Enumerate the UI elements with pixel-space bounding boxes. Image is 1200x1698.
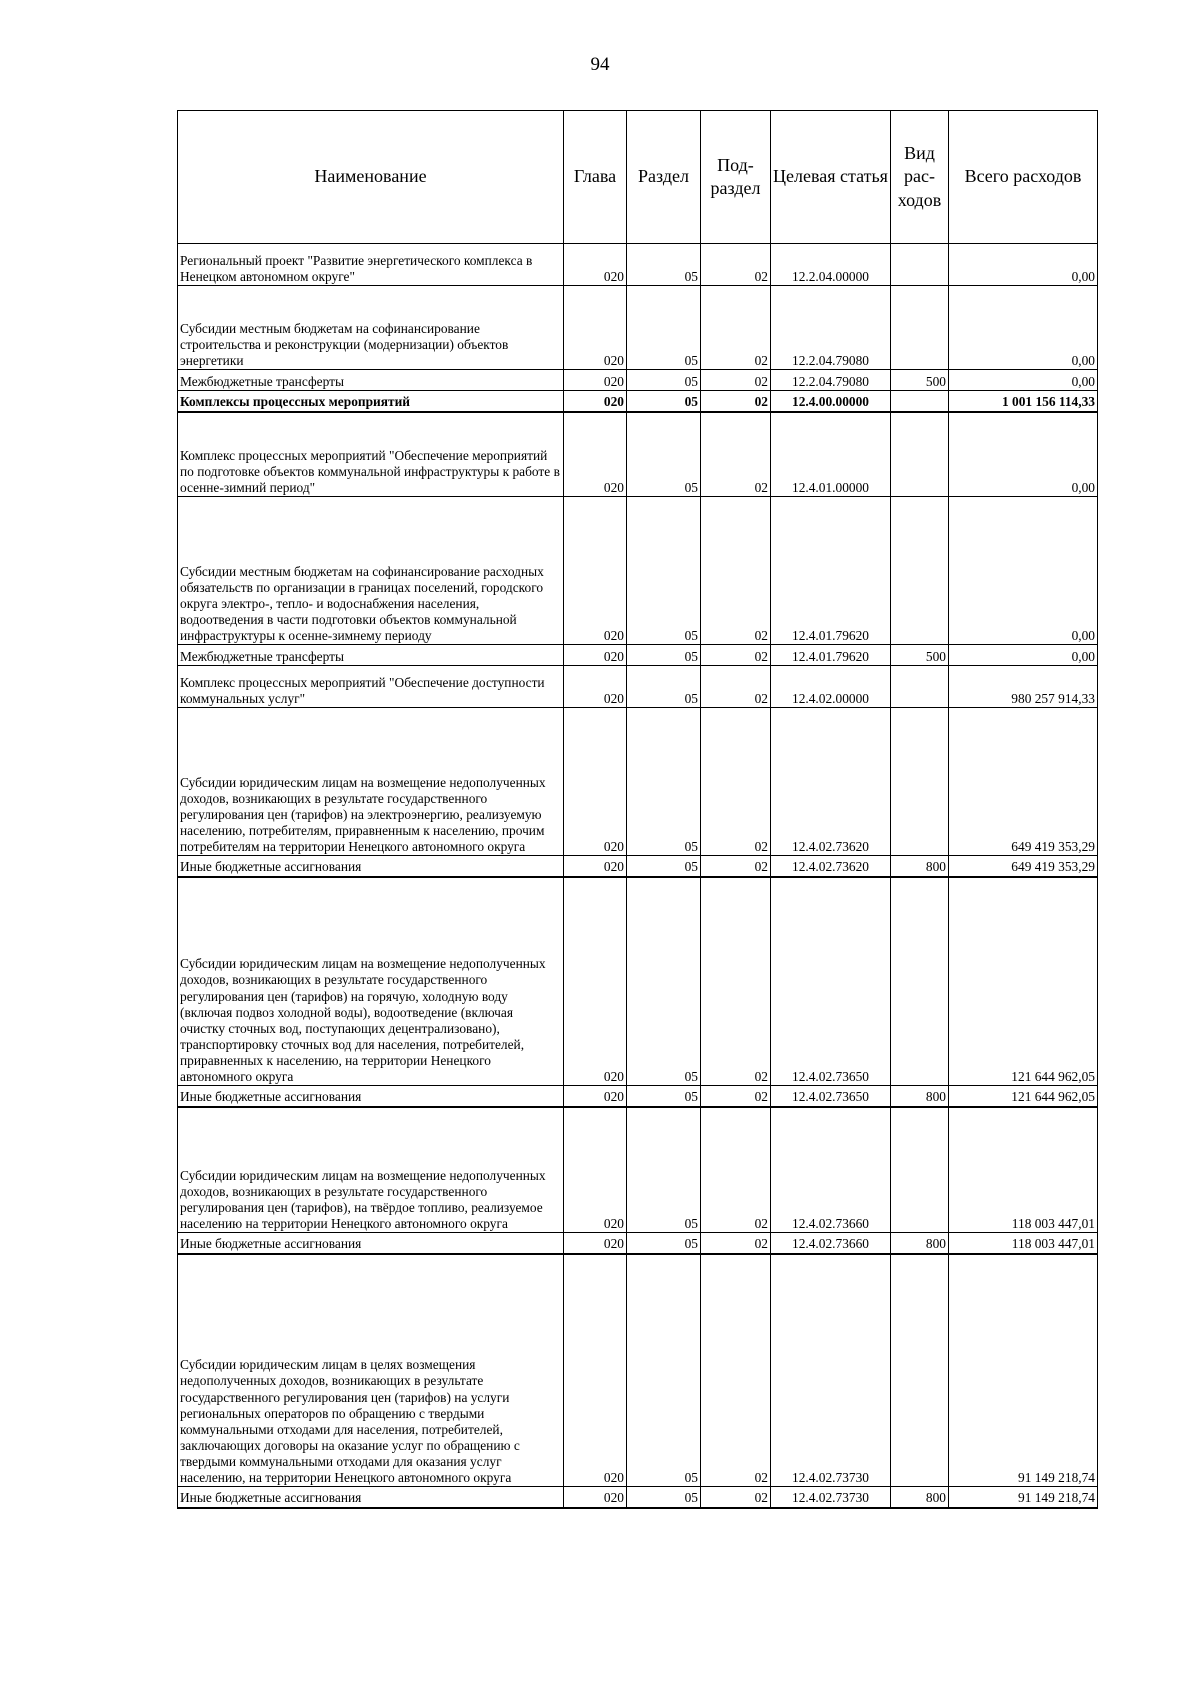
row-type	[891, 666, 949, 708]
row-total: 0,00	[949, 286, 1098, 370]
table-header	[178, 111, 1098, 244]
row-chapter: 020	[564, 1107, 627, 1233]
table-row	[178, 1233, 1098, 1254]
row-target: 12.4.02.73650	[771, 1086, 891, 1107]
row-section: 05	[627, 370, 701, 391]
header-subsection: Под-раздел	[701, 111, 771, 244]
row-subsection: 02	[701, 497, 771, 645]
row-target: 12.4.02.73730	[771, 1254, 891, 1487]
row-chapter: 020	[564, 391, 627, 412]
row-section: 05	[627, 1254, 701, 1487]
row-section: 05	[627, 244, 701, 286]
row-target: 12.4.01.00000	[771, 412, 891, 497]
row-target: 12.4.02.73660	[771, 1233, 891, 1254]
header-chapter: Глава	[564, 111, 627, 244]
row-chapter: 020	[564, 286, 627, 370]
row-type: 800	[891, 856, 949, 877]
row-section: 05	[627, 1233, 701, 1254]
row-type	[891, 391, 949, 412]
row-subsection: 02	[701, 1107, 771, 1233]
row-chapter: 020	[564, 877, 627, 1086]
row-type	[891, 286, 949, 370]
page-number: 94	[590, 54, 610, 75]
row-name: Субсидии юридическим лицам на возмещение недополученных доходов, возникающих в результате государственного регулирования цен (тарифов), на твёрдое топливо, реализуемое населению на территории Ненецкого автономного округа	[178, 1107, 564, 1233]
row-type	[891, 877, 949, 1086]
table-row	[178, 370, 1098, 391]
table-row	[178, 391, 1098, 412]
row-section: 05	[627, 666, 701, 708]
row-subsection: 02	[701, 666, 771, 708]
row-section: 05	[627, 708, 701, 856]
row-chapter: 020	[564, 856, 627, 877]
row-target: 12.4.02.73660	[771, 1107, 891, 1233]
row-target: 12.2.04.79080	[771, 370, 891, 391]
row-section: 05	[627, 1107, 701, 1233]
row-target: 12.4.02.73730	[771, 1487, 891, 1508]
row-subsection: 02	[701, 1086, 771, 1107]
row-target: 12.4.02.73620	[771, 708, 891, 856]
row-type	[891, 412, 949, 497]
row-name: Иные бюджетные ассигнования	[178, 1233, 564, 1254]
row-total: 0,00	[949, 497, 1098, 645]
row-total: 980 257 914,33	[949, 666, 1098, 708]
row-name: Комплекс процессных мероприятий "Обеспечение мероприятий по подготовке объектов коммунальной инфраструктуры к работе в осенне-зимний период"	[178, 412, 564, 497]
row-subsection: 02	[701, 856, 771, 877]
row-target: 12.4.02.73650	[771, 877, 891, 1086]
row-total: 0,00	[949, 412, 1098, 497]
row-total: 118 003 447,01	[949, 1233, 1098, 1254]
row-type: 500	[891, 645, 949, 666]
row-chapter: 020	[564, 1086, 627, 1107]
row-type	[891, 244, 949, 286]
row-chapter: 020	[564, 497, 627, 645]
row-chapter: 020	[564, 708, 627, 856]
row-name: Комплексы процессных мероприятий	[178, 391, 564, 412]
row-chapter: 020	[564, 1254, 627, 1487]
row-section: 05	[627, 391, 701, 412]
row-section: 05	[627, 1086, 701, 1107]
row-type: 800	[891, 1233, 949, 1254]
row-name: Субсидии юридическим лицам на возмещение недополученных доходов, возникающих в результате государственного регулирования цен (тарифов) на электроэнергию, реализуемую населению, потребителям, приравненным к населению, прочим потребителям на территории Ненецкого автономного округа	[178, 708, 564, 856]
row-name: Межбюджетные трансферты	[178, 645, 564, 666]
row-type: 800	[891, 1487, 949, 1508]
table-row	[178, 1254, 1098, 1487]
table-row	[178, 666, 1098, 708]
row-type	[891, 708, 949, 856]
row-total: 0,00	[949, 244, 1098, 286]
row-target: 12.4.01.79620	[771, 645, 891, 666]
row-target: 12.2.04.79080	[771, 286, 891, 370]
row-type: 500	[891, 370, 949, 391]
row-chapter: 020	[564, 1487, 627, 1508]
row-name: Субсидии юридическим лицам на возмещение недополученных доходов, возникающих в результате государственного регулирования цен (тарифов) на горячую, холодную воду (включая подвоз холодной воды), водоотведение (включая очистку сточных вод, поступающих децентрализовано), транспортировку сточных вод для населения, потребителей, приравненных к населению, на территории Ненецкого автономного округа	[178, 877, 564, 1086]
row-section: 05	[627, 645, 701, 666]
row-section: 05	[627, 497, 701, 645]
row-total: 91 149 218,74	[949, 1254, 1098, 1487]
row-section: 05	[627, 412, 701, 497]
row-subsection: 02	[701, 286, 771, 370]
row-chapter: 020	[564, 244, 627, 286]
row-total: 91 149 218,74	[949, 1487, 1098, 1508]
row-chapter: 020	[564, 412, 627, 497]
header-type: Вид рас-ходов	[891, 111, 949, 244]
row-name: Субсидии местным бюджетам на софинансирование строительства и реконструкции (модернизации) объектов энергетики	[178, 286, 564, 370]
row-chapter: 020	[564, 370, 627, 391]
row-subsection: 02	[701, 708, 771, 856]
row-total: 649 419 353,29	[949, 708, 1098, 856]
row-target: 12.4.01.79620	[771, 497, 891, 645]
row-subsection: 02	[701, 645, 771, 666]
row-subsection: 02	[701, 1487, 771, 1508]
row-target: 12.4.02.00000	[771, 666, 891, 708]
header-target: Целевая статья	[771, 111, 891, 244]
row-total: 118 003 447,01	[949, 1107, 1098, 1233]
row-name: Субсидии юридическим лицам в целях возмещения недополученных доходов, возникающих в результате государственного регулирования цен (тарифов) на услуги региональных операторов по обращению с твердыми коммунальными отходами для населения, потребителей, заключающих договоры на оказание услуг по обращению с твердыми коммунальными отходами для оказания услуг населению, на территории Ненецкого автономного округа	[178, 1254, 564, 1487]
row-total: 121 644 962,05	[949, 1086, 1098, 1107]
row-total: 649 419 353,29	[949, 856, 1098, 877]
table-row	[178, 412, 1098, 497]
row-chapter: 020	[564, 645, 627, 666]
row-subsection: 02	[701, 391, 771, 412]
header-section: Раздел	[627, 111, 701, 244]
row-name: Региональный проект "Развитие энергетического комплекса в Ненецком автономном округе"	[178, 244, 564, 286]
row-section: 05	[627, 286, 701, 370]
table-row	[178, 856, 1098, 877]
row-name: Иные бюджетные ассигнования	[178, 1086, 564, 1107]
row-name: Иные бюджетные ассигнования	[178, 856, 564, 877]
row-subsection: 02	[701, 370, 771, 391]
table-row	[178, 877, 1098, 1086]
table-row	[178, 645, 1098, 666]
row-chapter: 020	[564, 666, 627, 708]
row-target: 12.4.02.73620	[771, 856, 891, 877]
row-target: 12.4.00.00000	[771, 391, 891, 412]
row-section: 05	[627, 1487, 701, 1508]
row-type	[891, 497, 949, 645]
header-name: Наименование	[178, 111, 564, 244]
table-row	[178, 708, 1098, 856]
table-row	[178, 1487, 1098, 1508]
row-target: 12.2.04.00000	[771, 244, 891, 286]
row-total: 0,00	[949, 370, 1098, 391]
header-total: Всего расходов	[949, 111, 1098, 244]
row-name: Иные бюджетные ассигнования	[178, 1487, 564, 1508]
row-total: 0,00	[949, 645, 1098, 666]
row-type: 800	[891, 1086, 949, 1107]
table-row	[178, 244, 1098, 286]
row-chapter: 020	[564, 1233, 627, 1254]
table-row	[178, 497, 1098, 645]
row-total: 1 001 156 114,33	[949, 391, 1098, 412]
row-name: Субсидии местным бюджетам на софинансирование расходных обязательств по организации в границах поселений, городского округа электро-, тепло- и водоснабжения населения, водоотведения в части подготовки объектов коммунальной инфраструктуры к осенне-зимнему периоду	[178, 497, 564, 645]
row-name: Межбюджетные трансферты	[178, 370, 564, 391]
row-section: 05	[627, 856, 701, 877]
row-subsection: 02	[701, 877, 771, 1086]
table-row	[178, 286, 1098, 370]
row-subsection: 02	[701, 244, 771, 286]
row-section: 05	[627, 877, 701, 1086]
row-subsection: 02	[701, 412, 771, 497]
row-subsection: 02	[701, 1254, 771, 1487]
row-subsection: 02	[701, 1233, 771, 1254]
row-total: 121 644 962,05	[949, 877, 1098, 1086]
budget-table	[177, 110, 1098, 1509]
row-type	[891, 1254, 949, 1487]
row-type	[891, 1107, 949, 1233]
row-name: Комплекс процессных мероприятий "Обеспечение доступности коммунальных услуг"	[178, 666, 564, 708]
table-row	[178, 1107, 1098, 1233]
table-row	[178, 1086, 1098, 1107]
